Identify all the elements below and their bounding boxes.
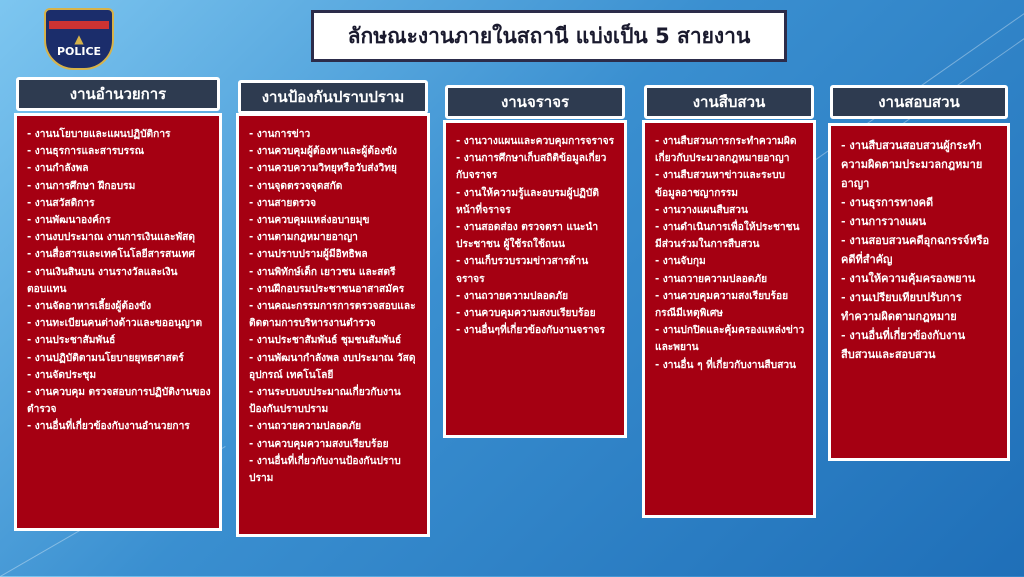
column-body-administration: [14, 113, 222, 531]
list-item: - งานงบประมาณ งานการเงินและพัสดุ: [27, 232, 195, 244]
list-item: - งานธุรการทางคดี: [841, 196, 934, 209]
list-item: - งานปกปิดและคุ้มครองแหล่งข่าวและพยาน: [655, 325, 805, 354]
list-item: - งานสวัสดิการ: [27, 197, 95, 209]
list-item: - งานควบความวิทยุหรือวับส่งวิทยุ: [249, 163, 397, 175]
page-title: ลักษณะงานภายในสถานี แบ่งเป็น 5 สายงาน: [311, 10, 787, 62]
list-item: - งานปราบปรามผู้มีอิทธิพล: [249, 249, 368, 261]
list-item: - งานสายตรวจ: [249, 197, 317, 209]
list-item: - งานการข่าว: [249, 129, 311, 140]
column-heading-investigation: งานสืบสวน: [644, 85, 814, 119]
list-item: - งานทะเบียนคนต่างด้าวและขออนุญาต: [27, 318, 203, 330]
list-item: - งานควบคุมความสงเรียบร้อยกรณีมีเหตุพิเศษ: [655, 290, 789, 320]
list-item: - งานถวายความปลอดภัย: [655, 273, 768, 285]
list-item: - งานตามกฎหมายอาญา: [249, 232, 358, 244]
column-body-inquiry: [828, 123, 1010, 461]
list-item: - งานอื่นที่เกี่ยวข้องกับงานอำนวยการ: [27, 421, 190, 433]
list-item: - งานระบบงบประมาณเกี่ยวกับงานป้องกันปราบปราม: [249, 387, 401, 416]
list-item: - งานถวายความปลอดภัย: [249, 421, 362, 433]
list-item: - งานจุดตรวจจุดสกัด: [249, 180, 343, 192]
column-heading-traffic: งานจราจร: [445, 85, 625, 119]
list-item: - งานสืบสวนการกระทำความผิดเกี่ยวกับประมวลกฎหมายอาญา: [655, 136, 797, 165]
list-item: - งานถวายความปลอดภัย: [456, 290, 569, 302]
list-item: - งานการศึกษาเก็บสถิติข้อมูลเกี่ยวกับจราจร: [456, 153, 607, 182]
list-item: - งานวางแผนสืบสวน: [655, 204, 748, 216]
list-item: - งานฝึกอบรมประชาชนอาสาสมัคร: [249, 283, 405, 295]
list-item: - งานนโยบายและแผนปฏิบัติการ: [27, 129, 171, 140]
list-item: - งานการวางแผน: [841, 215, 926, 228]
list-item: - งานให้ความคุ้มครองพยาน: [841, 272, 976, 285]
list-item: - งานจัดประชุม: [27, 369, 97, 381]
list-item: - งานอื่นที่เกี่ยวกับงานป้องกันปราบปราม: [249, 455, 401, 485]
list-item: - งานควบคุมความสงบเรียบร้อย: [249, 438, 389, 450]
list-item: - งานอื่นที่เกี่ยวข้องกับงานสืบสวนและสอบสวน: [841, 329, 966, 361]
list-item: - งานธุรการและสารบรรณ: [27, 146, 145, 158]
column-heading-administration: งานอำนวยการ: [16, 77, 220, 111]
list-item: - งานประชาสัมพันธ์ ชุมชนสัมพันธ์: [249, 335, 402, 347]
police-logo: [44, 8, 114, 70]
column-body-investigation: [642, 120, 816, 518]
list-item: - งานสืบสวนหาข่าวและระบบข้อมูลอาชญากรรม: [655, 170, 786, 199]
logo-banner: [49, 21, 109, 29]
list-item: - งานให้ความรู้และอบรมผู้ปฏิบัติหน้าที่จราจร: [456, 187, 599, 216]
list-item: - งานอื่นๆที่เกี่ยวข้องกับงานจราจร: [456, 325, 605, 337]
list-item: - งานพิทักษ์เด็ก เยาวชน และสตรี: [249, 266, 396, 278]
list-item: - งานสอบสวนคดีอุกฉกรรจ์หรือคดีที่สำคัญ: [841, 234, 990, 266]
crown-icon: ▲: [74, 31, 84, 46]
list-item: - งานเปรียบเทียบปรับการทำความผิดตามกฎหมาย: [841, 291, 962, 323]
column-body-traffic: [443, 120, 627, 438]
column-heading-inquiry: งานสอบสวน: [830, 85, 1008, 119]
list-item: - งานการศึกษา ฝึกอบรม: [27, 180, 136, 192]
list-item: - งานจัดอาหารเลี้ยงผู้ต้องขัง: [27, 301, 152, 313]
list-item: - งานปฏิบัติตามนโยบายยุทธศาสตร์: [27, 352, 184, 364]
list-item: - งานควบคุมผู้ต้องหาและผู้ต้องขัง: [249, 146, 397, 158]
list-item: - งานควบคุม ตรวจสอบการปฏิบัติงานของตำรวจ: [27, 387, 211, 416]
list-item: - งานประชาสัมพันธ์: [27, 335, 116, 347]
list-item: - งานจับกุม: [655, 256, 706, 268]
list-item: - งานสืบสวนสอบสวนผู้กระทำความผิดตามประมวลกฎหมายอาญา: [841, 139, 983, 190]
list-item: - งานวางแผนและควบคุมการจราจร: [456, 136, 615, 147]
column-heading-prevention: งานป้องกันปราบปราม: [238, 80, 428, 114]
column-body-prevention: [236, 113, 430, 537]
list-item: - งานควบคุมความสงบเรียบร้อย: [456, 308, 596, 320]
list-item: - งานควบคุมแหล่งอบายมุข: [249, 215, 370, 227]
list-item: - งานพัฒนาองค์กร: [27, 215, 111, 227]
list-item: - งานกำลังพล: [27, 163, 89, 175]
list-item: - งานคณะกรรมการการตรวจสอบและติดตามการบริหารงานตำรวจ: [249, 301, 416, 330]
list-item: - งานสอดส่อง ตรวจตรา แนะนำประชาชน ผู้ใช้รถใช้ถนน: [456, 222, 599, 251]
logo-text: POLICE: [56, 44, 102, 58]
list-item: - งานเก็บรวบรวมข่าวสารด้านจราจร: [456, 256, 589, 285]
list-item: - งานดำเนินการเพื่อให้ประชาชนมีส่วนร่วมในการสืบสวน: [655, 222, 800, 251]
list-item: - งานพัฒนากำลังพล งบประมาณ วัสดุ อุปกรณ์ เทคโนโลยี: [249, 352, 416, 381]
list-item: - งานเงินสินบน งานรางวัลและเงินตอบแทน: [27, 266, 178, 295]
list-item: - งานสื่อสารและเทคโนโลยีสารสนเทศ: [27, 249, 195, 261]
list-item: - งานอื่น ๆ ที่เกี่ยวกับงานสืบสวน: [655, 359, 797, 371]
